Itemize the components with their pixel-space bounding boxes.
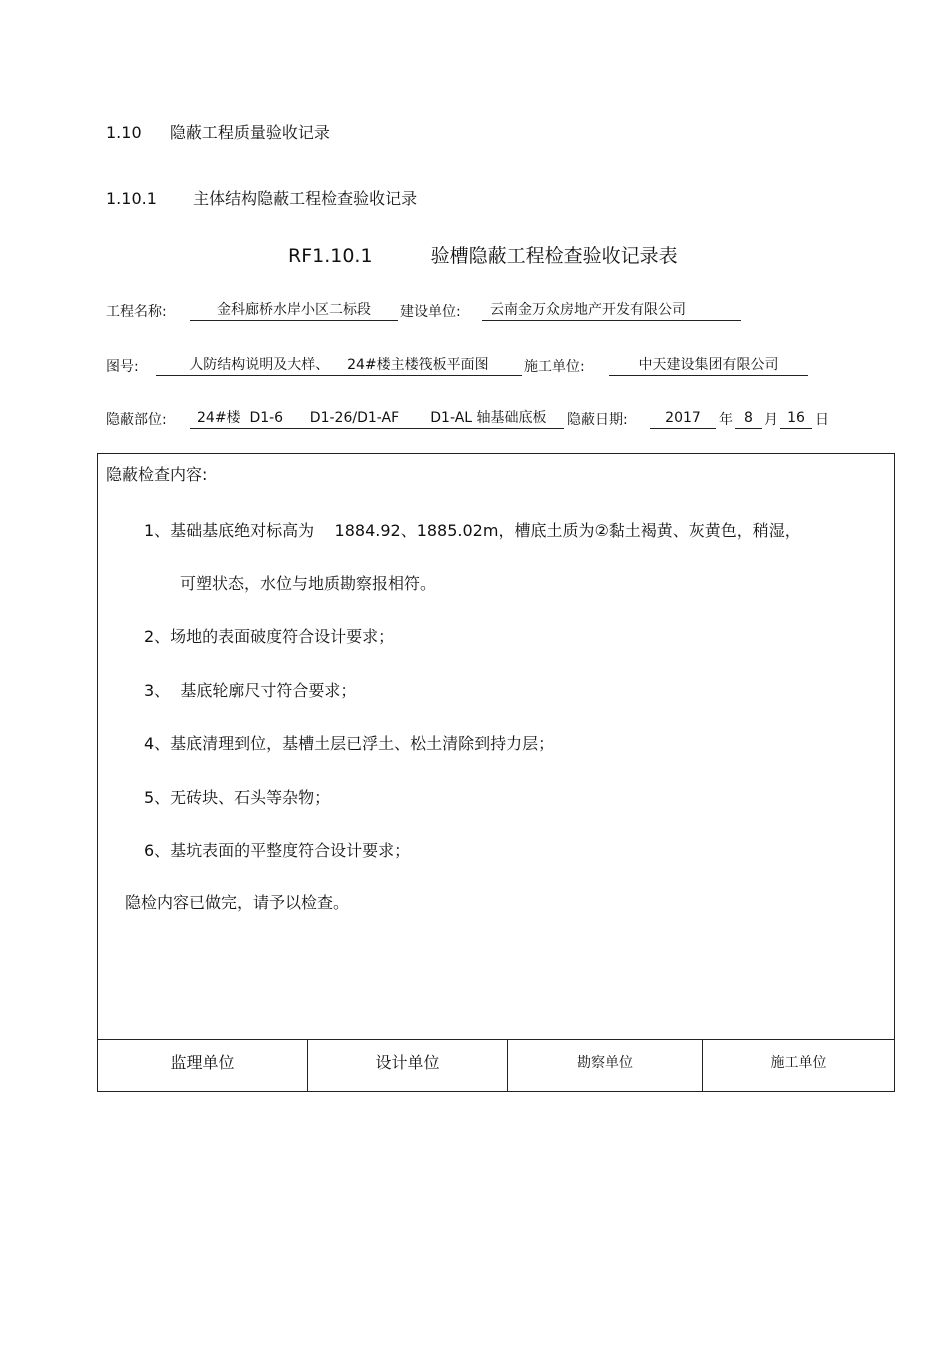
- inspection-item-1-continued: 可塑状态，水位与地质勘察报相符。: [180, 574, 437, 593]
- form-title: [288, 241, 678, 268]
- signature-supervisor: 监理单位: [98, 1040, 308, 1092]
- inspection-item-2: 2、场地的表面破度符合设计要求；: [144, 627, 395, 646]
- inspection-item-1: 1、基础基底绝对标高为 1884.92、1885.02m，槽底土质为②黏土褐黄、灰黄色，稍湿，: [144, 521, 801, 540]
- inspection-item-3: 3、 基底轮廓尺寸符合要求；: [144, 681, 357, 700]
- inspection-heading: 隐蔽检查内容:: [106, 465, 208, 484]
- inspection-item-6: 6、基坑表面的平整度符合设计要求；: [144, 841, 411, 860]
- date-label: 隐蔽日期:: [567, 412, 628, 428]
- project-name-label: 工程名称:: [106, 304, 167, 320]
- date-day: 16: [780, 409, 812, 429]
- date-month-unit: 月: [764, 412, 778, 428]
- drawing-value: 人防结构说明及大样、 24#楼主楼筏板平面图: [156, 356, 522, 376]
- inspection-item-5: 5、无砖块、石头等杂物；: [144, 788, 331, 807]
- location-value: 24#楼 D1-6 D1-26/D1-AF D1-AL 轴基础底板: [190, 409, 564, 429]
- inspection-closing: 隐检内容已做完，请予以检查。: [125, 893, 350, 912]
- drawing-label: 图号:: [106, 359, 139, 375]
- project-name-value: 金科廊桥水岸小区二标段: [190, 301, 398, 321]
- signature-contractor: 施工单位: [770, 1055, 827, 1071]
- section-number: 1.10: [106, 123, 142, 142]
- contractor-value: 中天建设集团有限公司: [609, 356, 808, 376]
- date-month: 8: [735, 409, 762, 429]
- form-code: RF1.10.1: [288, 245, 373, 267]
- location-label: 隐蔽部位:: [106, 412, 167, 428]
- inspection-table: [97, 453, 895, 1092]
- inspection-item-4: 4、基底清理到位，基槽土层已浮土、松土清除到持力层；: [144, 734, 555, 753]
- signature-row: [98, 1039, 894, 1092]
- signature-designer: 设计单位: [308, 1040, 508, 1092]
- date-year-unit: 年: [719, 412, 733, 428]
- owner-label: 建设单位:: [400, 304, 461, 320]
- section-title: 隐蔽工程质量验收记录: [169, 123, 330, 142]
- date-year: 2017: [650, 409, 716, 429]
- signature-surveyor: 勘察单位: [508, 1040, 703, 1092]
- subsection-number: 1.10.1: [106, 189, 157, 208]
- section-heading: [106, 120, 330, 143]
- subsection-heading: [106, 186, 417, 209]
- owner-value: 云南金万众房地产开发有限公司: [482, 301, 741, 321]
- form-name: 验槽隐蔽工程检查验收记录表: [430, 245, 678, 267]
- subsection-title: 主体结构隐蔽工程检查验收记录: [193, 189, 418, 208]
- contractor-label: 施工单位:: [524, 359, 585, 375]
- date-day-unit: 日: [815, 412, 829, 428]
